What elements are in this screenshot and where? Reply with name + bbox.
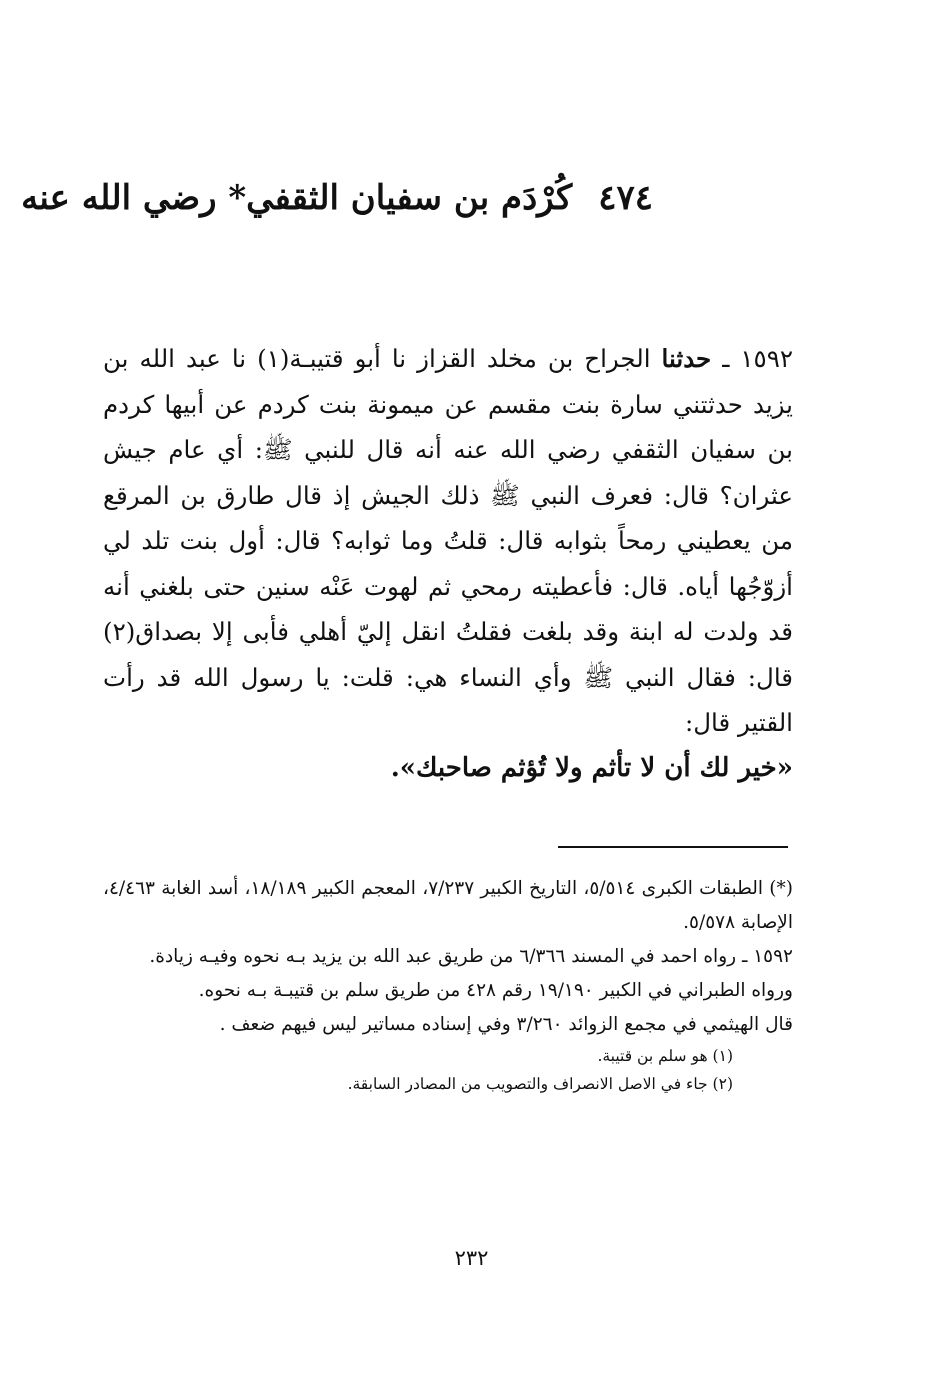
footnote-1: (١) هو سلم بن قتيبة. bbox=[597, 1047, 733, 1065]
chapter-heading bbox=[21, 178, 653, 218]
footnote-divider bbox=[558, 846, 788, 848]
source-note: (*) الطبقات الكبرى ٥/٥١٤، التاريخ الكبير ٧/٢٣٧، المعجم الكبير ١٨/١٨٩، أسد الغابة ٤/٤٦٣، الإصابة ٥/٥٧٨. bbox=[103, 878, 793, 933]
hadith-text: الجراح بن مخلد القزاز نا أبو قتيبـة(١) نا عبد الله بن يزيد حدثتني سارة بنت مقسم عن ميمونة بنت كردم عن أبيها كردم بن سفيان الثقفي رضي الله عنه أنه قال للنبي ﷺ: أي عام جيش عثران؟ قال: فعرف النبي ﷺ ذلك الجيش إذ قال طارق بن المرقع من يعطيني رمحاً بثوابه قال: قلتُ وما ثوابه؟ قال: أول بنت تلد لي أزوّجُها أياه. قال: فأعطيته رمحي ثم لهوت عَنْه سنين حتى بلغني أنه قد ولدت له ابنة وقد بلغت فقلتُ انقل إليّ أهلي فأبى إلا بصداق(٢) قال: فقال النبي ﷺ وأي النساء هي: قلت: يا رسول الله قد رأت القتير قال: bbox=[103, 344, 793, 737]
page-number: ٢٣٢ bbox=[454, 1246, 489, 1270]
takhrij-note-2: ورواه الطبراني في الكبير ١٩/١٩٠ رقم ٤٢٨ من طريق سلم بن قتيبـة بـه نحوه. bbox=[198, 980, 793, 1001]
takhrij-note-3: قال الهيثمي في مجمع الزوائد ٣/٢٦٠ وفي إسناده مساتير ليس فيهم ضعف . bbox=[219, 1014, 793, 1035]
hadith-paragraph bbox=[103, 336, 793, 746]
hadith-body bbox=[103, 336, 793, 790]
hadith-lead: حدثنا bbox=[661, 344, 712, 373]
chapter-title: كُرْدَم بن سفيان الثقفي* رضي الله عنه bbox=[21, 178, 573, 218]
footnote-2: (٢) جاء في الاصل الانصراف والتصويب من المصادر السابقة. bbox=[347, 1075, 733, 1093]
prophetic-saying: «خير لك أن لا تأثم ولا تُؤثم صاحبك». bbox=[390, 752, 793, 783]
takhrij-note-1: ١٥٩٢ ـ رواه احمد في المسند ٦/٣٦٦ من طريق عبد الله بن يزيد بـه نحوه وفيـه زيادة. bbox=[149, 946, 793, 967]
footnotes bbox=[103, 872, 793, 1098]
chapter-number: ٤٧٤ bbox=[598, 178, 653, 218]
hadith-number: ١٥٩٢ ـ bbox=[722, 344, 794, 373]
